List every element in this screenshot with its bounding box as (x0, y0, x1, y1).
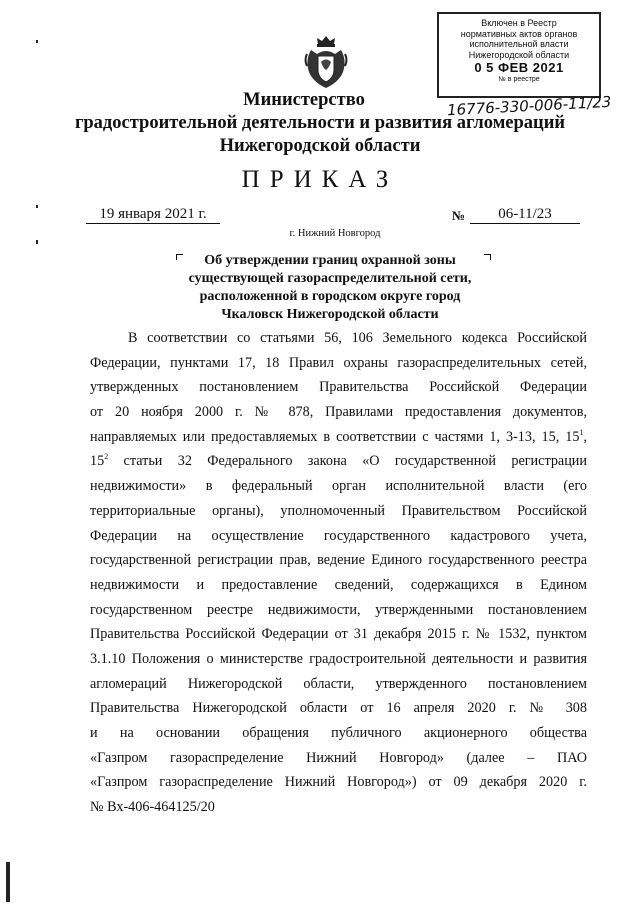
body-line (90, 449, 587, 474)
body-line: государственной регистрации прав, ведение Единого государственного реестра (90, 552, 587, 569)
body-line: «Газпром газораспределение Нижний Новгород» (далее – ПАО (90, 749, 587, 766)
body-line: агломераций Нижегородской области, утвержденного постановлением (90, 675, 587, 692)
stamp-line: исполнительной власти (469, 39, 569, 49)
subject-line: Чкаловск Нижегородской области (221, 307, 439, 322)
body-line-text: направляемых или предоставляемых в соответствии с частями 1, 3-13, 15, 15 (90, 428, 580, 445)
stamp-registry-label: № в реестре (498, 75, 540, 83)
handwritten-registry-number: 16776-330-006-11/23 (446, 92, 612, 120)
body-line: недвижимости» в федеральный орган исполнительной власти (его (90, 478, 587, 495)
body-line: Федерации на осуществление государственного кадастрового учета, (90, 527, 587, 544)
body-line-text: $15^2$ статьи 32 Федерального закона «О государственной регистрации (90, 452, 587, 470)
coat-of-arms-icon (303, 34, 349, 90)
body-text (90, 326, 587, 820)
stamp-date: 0 5 ФЕВ 2021 (474, 60, 564, 75)
superscript: 1 (579, 427, 584, 437)
scan-mark (36, 240, 38, 244)
body-line: № Вх-406-464125/20 (90, 799, 215, 816)
body-line: утвержденных постановлением Правительства Российской Федерации (90, 379, 587, 396)
order-number: 06-11/23 (470, 206, 580, 224)
body-line: от 20 ноября 2000 г. № 878, Правилами предоставления документов, (90, 404, 587, 421)
stamp-line: нормативных актов органов (460, 28, 578, 39)
stamp-line: Нижегородской области (468, 49, 570, 60)
order-date: 19 января 2021 г. (86, 206, 220, 224)
subject-line: существующей газораспределительной сети, (188, 271, 472, 286)
document-type-title: ПРИКАЗ (241, 166, 399, 193)
subject-line: расположенной в городском округе город (199, 289, 461, 304)
scan-mark (36, 205, 38, 208)
scan-mark (6, 862, 10, 902)
body-line: недвижимости и предоставление сведений, содержащихся в Едином (90, 576, 587, 593)
ministry-title-line-3: Нижегородской области (219, 136, 421, 156)
body-line: и на основании обращения публичного акционерного общества (90, 725, 587, 741)
scan-mark (36, 40, 38, 43)
body-line: государственном реестре недвижимости, утвержденными постановлением (90, 601, 587, 618)
body-line: В соответствии со статьями 56, 106 Земельного кодекса Российской (128, 330, 587, 346)
stamp-line: Включен в Реестр (481, 18, 557, 28)
city: г. Нижний Новгород (289, 228, 381, 239)
body-line: направляемых или предоставляемых в соответствии с частями 1, 3-13, 15, $15^1$, (90, 427, 587, 445)
ministry-title-line-2: градостроительной деятельности и развития агломераций (74, 113, 566, 133)
order-subject (150, 252, 510, 324)
body-line: «Газпром газораспределение Нижний Новгород») от 09 декабря 2020 г. (90, 774, 587, 791)
body-line: Правительства Российской Федерации от 31 декабря 2015 г. № 1532, пунктом (90, 626, 587, 643)
ministry-title-line-1: Министерство (243, 90, 365, 110)
superscript: 2 (104, 452, 109, 462)
registry-stamp (437, 12, 601, 98)
body-line: Федерации, пунктами 17, 18 Правил охраны газораспределительных сетей, (90, 354, 587, 371)
body-line: 3.1.10 Положения о министерстве градостроительной деятельности и развития (90, 650, 587, 667)
subject-line: Об утверждении границ охранной зоны (204, 253, 456, 268)
body-line: Правительства Нижегородской области от 16 апреля 2020 г. № 308 (90, 700, 587, 717)
body-line: территориальные органы), уполномоченный Правительством Российской (90, 502, 587, 519)
order-number-label: № (452, 208, 466, 223)
